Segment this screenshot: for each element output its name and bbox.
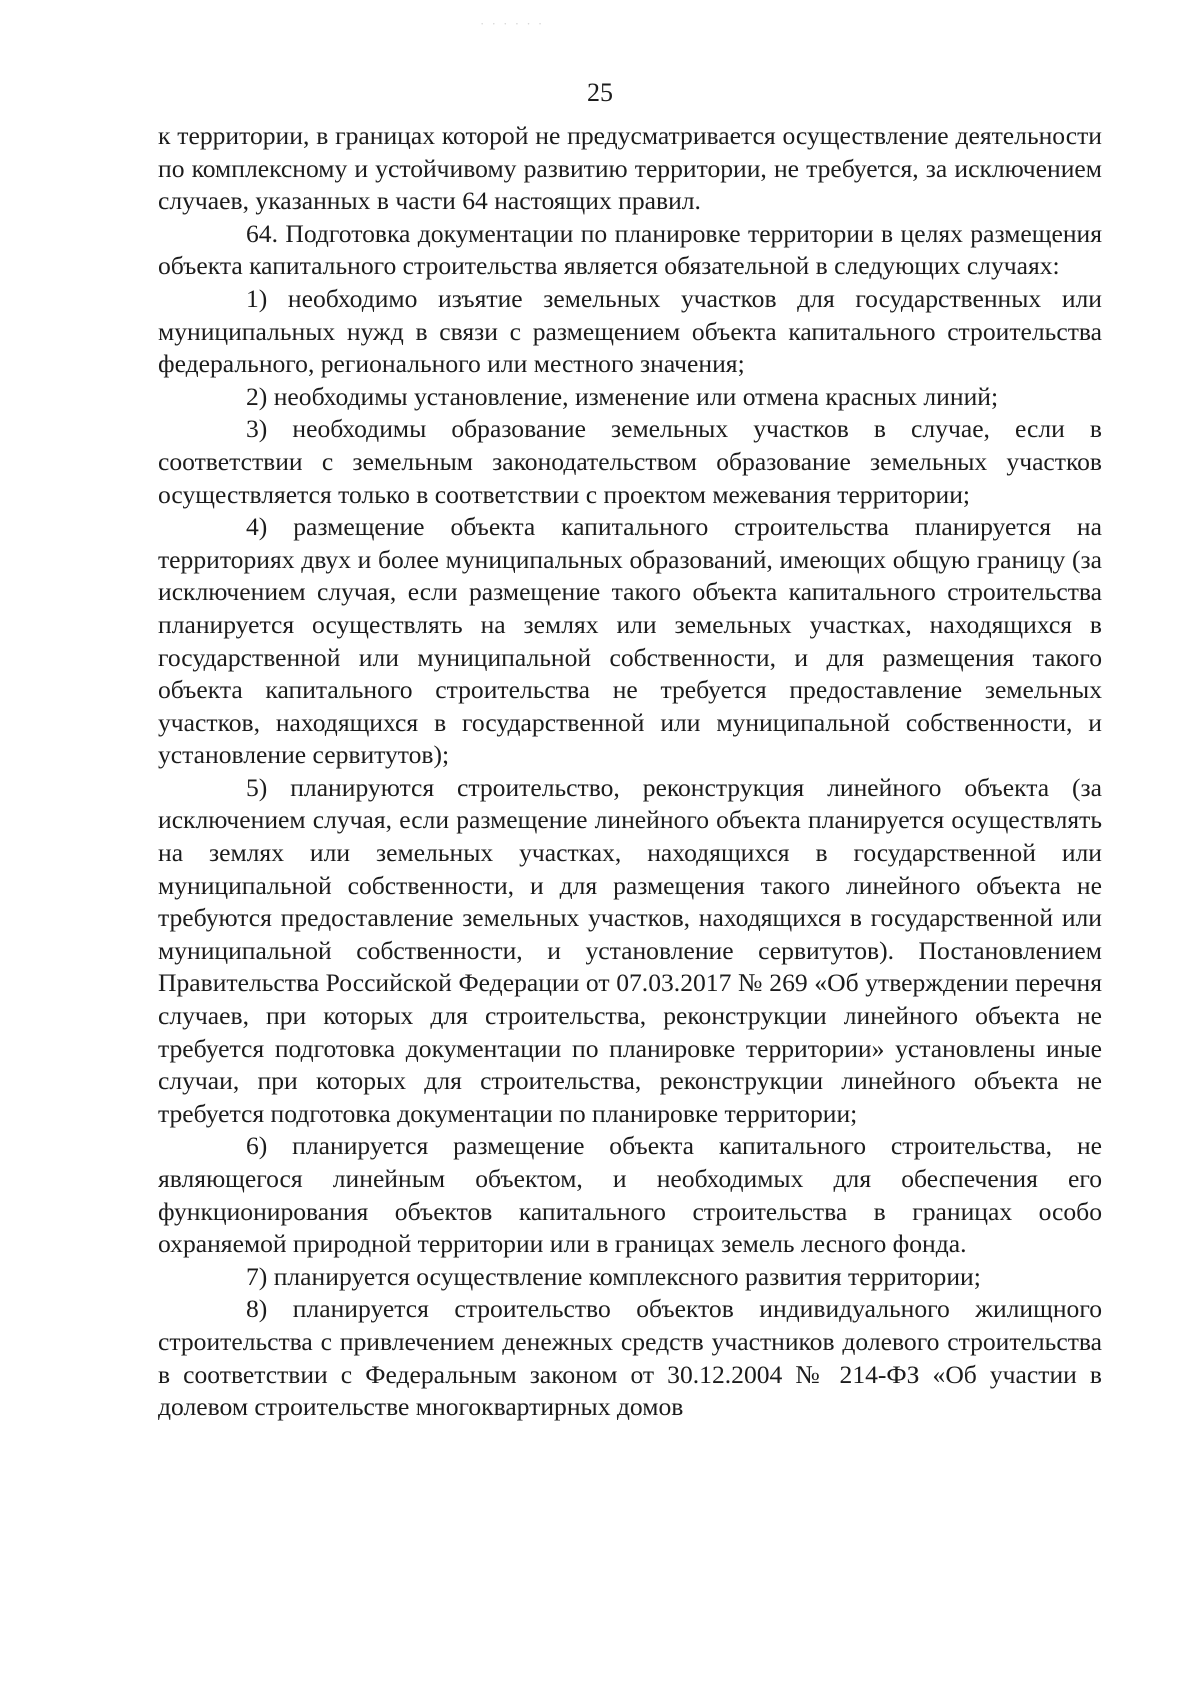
- paragraph-continuation: к территории, в границах которой не предусматривается осуществление деятельности по комплексному и устойчивому развитию территории, не требуется, за исключением случаев, указанных в части 64 настоящих правил.: [158, 121, 1102, 216]
- list-item-3: 3) необходимы образование земельных участков в случае, если в соответствии с земельным законодательством образование земельных участков осуществляется только в соответствии с проектом межевания территории;: [158, 414, 1102, 509]
- list-item-6: 6) планируется размещение объекта капитального строительства, не являющегося линейным объектом, и необходимых для обеспечения его функционирования объектов капитального строительства в границах особо охраняемой природной территории или в границах земель лесного фонда.: [158, 1131, 1102, 1259]
- document-body: [158, 120, 1102, 1424]
- scan-artifact: · · · · · ·: [480, 16, 545, 31]
- paragraph-item-64: 64. Подготовка документации по планировке территории в целях размещения объекта капитального строительства является обязательной в следующих случаях:: [158, 218, 1102, 281]
- list-item-7: 7) планируется осуществление комплексного развития территории;: [246, 1261, 981, 1291]
- list-item-8: 8) планируется строительство объектов индивидуального жилищного строительства с привлечением денежных средств участников долевого строительства в соответствии с Федеральным законом от 30.12.2004 № 214-ФЗ «Об участии в долевом строительстве многоквартирных домов: [158, 1294, 1102, 1422]
- list-item-2: 2) необходимы установление, изменение или отмена красных линий;: [246, 381, 999, 411]
- page-number: 25: [587, 78, 613, 107]
- list-item-4: 4) размещение объекта капитального строительства планируется на территориях двух и более муниципальных образований, имеющих общую границу (за исключением случая, если размещение такого объекта капитального строительства планируется осуществлять на землях или земельных участках, находящихся в государственной или муниципальной собственности, и для размещения такого объекта капитального строительства не требуется предоставление земельных участков, находящихся в государственной или муниципальной собственности, и установление сервитутов);: [158, 512, 1102, 770]
- list-item-1: 1) необходимо изъятие земельных участков для государственных или муниципальных нужд в связи с размещением объекта капитального строительства федерального, регионального или местного значения;: [158, 283, 1102, 379]
- list-item-5: 5) планируются строительство, реконструкция линейного объекта (за исключением случая, если размещение линейного объекта планируется осуществлять на землях или земельных участках, находящихся в государственной или муниципальной собственности, и для размещения такого линейного объекта не требуются предоставление земельных участков, находящихся в государственной или муниципальной собственности, и установление сервитутов). Постановлением Правительства Российской Федерации от 07.03.2017 № 269 «Об утверждении перечня случаев, при которых для строительства, реконструкции линейного объекта не требуется подготовка документации по планировке территории» установлены иные случаи, при которых для строительства, реконструкции линейного объекта не требуется подготовка документации по планировке территории;: [158, 772, 1102, 1128]
